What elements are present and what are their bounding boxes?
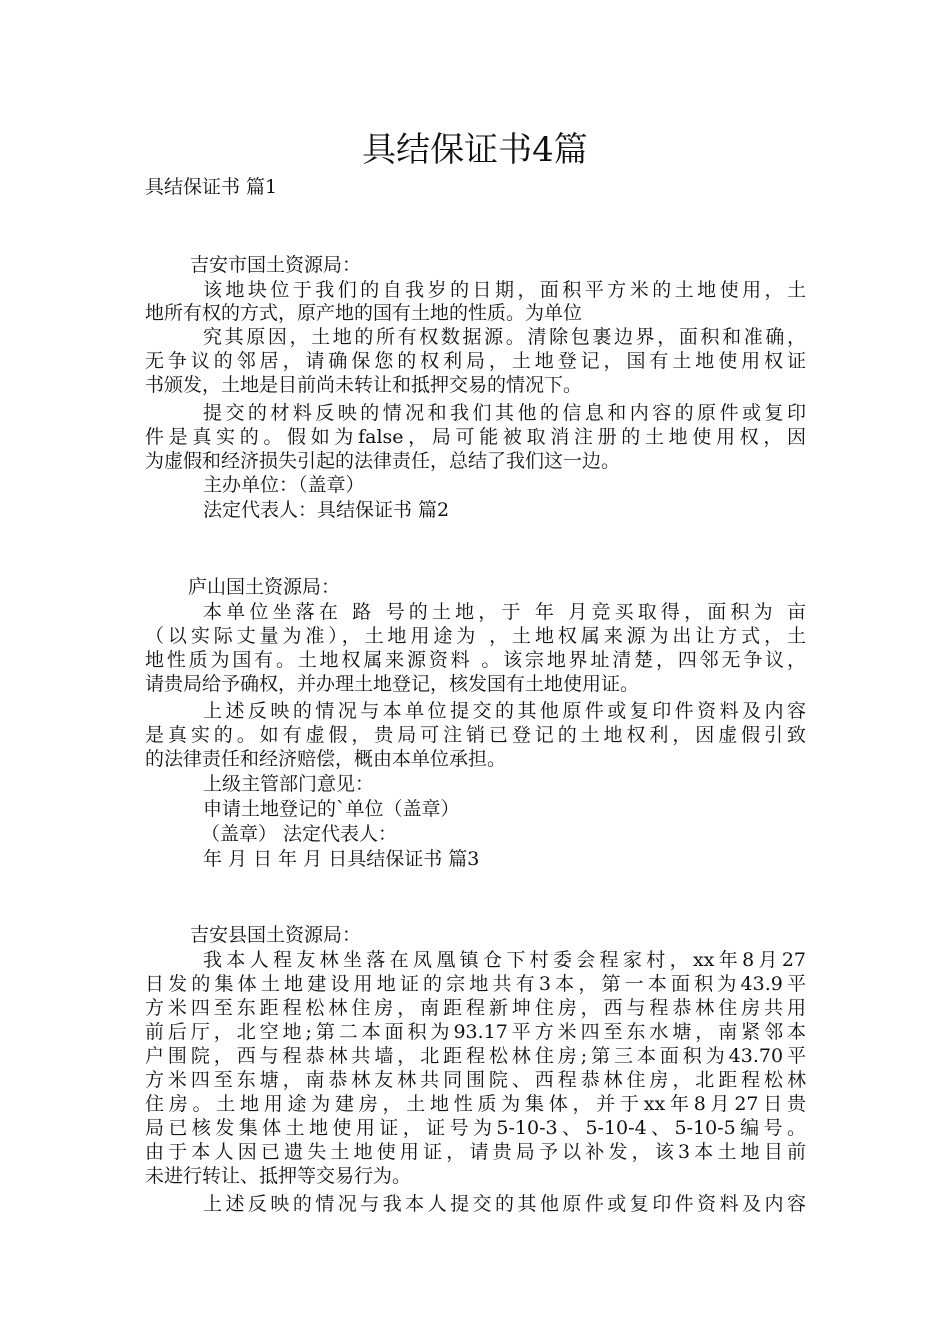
body-line: 地所有权的方式，原产地的国有土地的性质。为单位 [145, 302, 583, 324]
body-line: 提交的材料反映的情况和我们其他的信息和内容的原件或复印 [203, 402, 806, 424]
body-line: 局已核发集体土地使用证，证号为5-10-3、5-10-4、5-10-5编号。 [145, 1117, 806, 1139]
body-line: 地性质为国有。土地权属来源资料 。该宗地界址清楚，四邻无争议， [145, 649, 806, 671]
body-line: 为虚假和经济损失引起的法律责任，总结了我们这一边。 [145, 450, 621, 472]
body-line: 件是真实的。假如为false，局可能被取消注册的土地使用权，因 [145, 426, 806, 448]
signature-line: 申请土地登记的`单位（盖章） [203, 798, 460, 820]
body-line: 是真实的。如有虚假，贵局可注销已登记的土地权利，因虚假引致 [145, 724, 806, 746]
body-line: 户围院，西与程恭林共墙，北距程松林住房;第三本面积为43.70平 [145, 1045, 806, 1067]
addressee-line: 吉安县国土资源局： [190, 924, 362, 946]
signature-line: 主办单位：（盖章） [203, 474, 365, 496]
body-line: 上述反映的情况与本单位提交的其他原件或复印件资料及内容 [203, 700, 806, 722]
signature-line: 上级主管部门意见： [203, 773, 375, 795]
body-line: 究其原因，土地的所有权数据源。清除包裹边界，面积和准确， [203, 326, 806, 348]
document-title: 具结保证书4篇 [362, 130, 588, 170]
addressee-line: 庐山国土资源局： [188, 576, 341, 598]
addressee-line: 吉安市国土资源局： [190, 254, 362, 276]
body-line: 未进行转让、抵押等交易行为。 [145, 1165, 412, 1187]
body-line: 请贵局给予确权，并办理土地登记，核发国有土地使用证。 [145, 673, 640, 695]
body-line: 本单位坐落在 路 号的土地，于 年 月竞买取得，面积为 亩 [203, 601, 806, 623]
body-line: 方米四至东距程松林住房，南距程新坤住房，西与程恭林住房共用 [145, 997, 806, 1019]
signature-line: 法定代表人：具结保证书 篇2 [203, 499, 450, 521]
body-line: 方米四至东塘，南恭林友林共同围院、西程恭林住房，北距程松林 [145, 1069, 806, 1091]
body-line: 由于本人因已遗失土地使用证，请贵局予以补发，该3本土地目前 [145, 1141, 806, 1163]
body-line: （以实际丈量为准），土地用途为 ，土地权属来源为出让方式，土 [145, 625, 806, 647]
body-line: 日发的集体土地建设用地证的宗地共有3本，第一本面积为43.9平 [145, 973, 806, 995]
body-line: 前后厅，北空地;第二本面积为93.17平方米四至东水塘，南紧邻本 [145, 1021, 806, 1043]
body-line: 书颁发，土地是目前尚未转让和抵押交易的情况下。 [145, 374, 583, 396]
date-line: 年 月 日 年 月 日具结保证书 篇3 [203, 848, 480, 870]
body-line: 的法律责任和经济赔偿，概由本单位承担。 [145, 748, 507, 770]
body-line: 无争议的邻居，请确保您的权利局，土地登记，国有土地使用权证 [145, 350, 806, 372]
body-line: 该地块位于我们的自我岁的日期，面积平方米的土地使用，土 [203, 279, 806, 301]
body-line: 住房。土地用途为建房，土地性质为集体，并于xx年8月27日贵 [145, 1093, 806, 1115]
section-heading-1: 具结保证书 篇1 [145, 176, 278, 198]
body-line: 我本人程友林坐落在凤凰镇仓下村委会程家村，xx年8月27 [203, 949, 806, 971]
body-line: 上述反映的情况与我本人提交的其他原件或复印件资料及内容 [203, 1193, 806, 1215]
signature-line: （盖章） 法定代表人： [201, 823, 398, 845]
